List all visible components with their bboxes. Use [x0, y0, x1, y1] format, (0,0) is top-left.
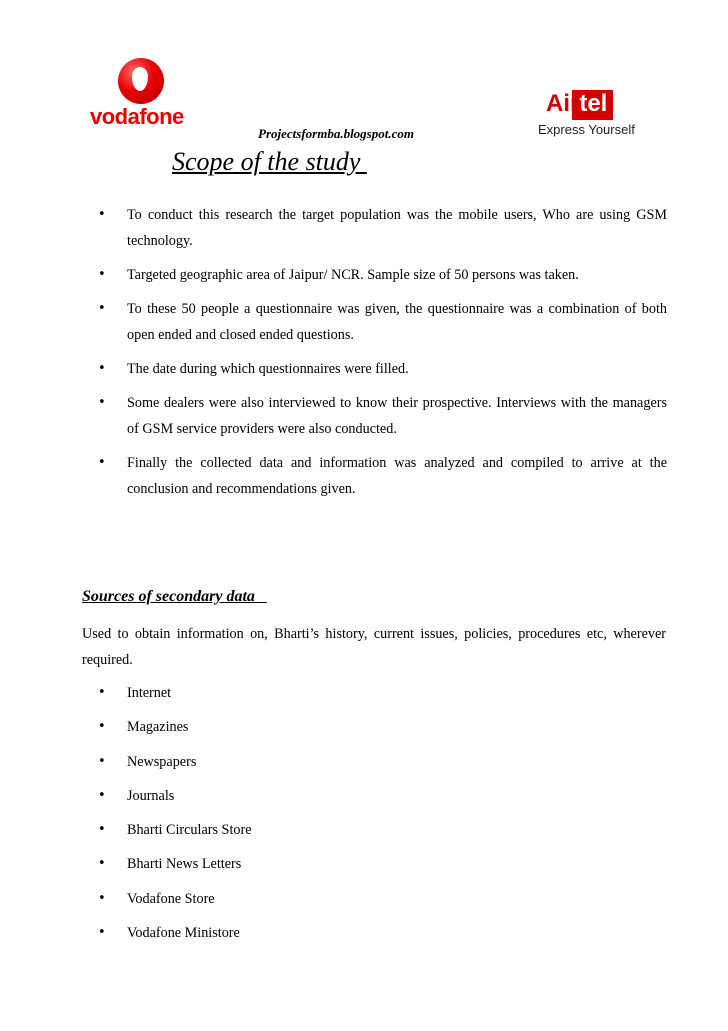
list-item: • Bharti Circulars Store [0, 817, 667, 843]
bullet-icon: • [98, 787, 106, 803]
list-item: • Journals [0, 783, 667, 809]
bullet-icon: • [98, 719, 106, 735]
bullet-icon: • [98, 925, 106, 941]
vodafone-logo [90, 58, 200, 132]
bullet-icon: • [98, 361, 106, 376]
bullet-icon: • [98, 890, 106, 906]
bullet-icon: • [98, 685, 106, 700]
list-item: • Newspapers [0, 749, 667, 775]
list-item: • Targeted geographic area of Jaipur/ NCR. Sample size of 50 persons was taken. [0, 262, 667, 288]
list-item: • The date during which questionnaires were filled. [0, 356, 667, 382]
list-item: • Bharti News Letters [0, 851, 667, 877]
secondary-intro: Used to obtain information on, Bharti’s history, current issues, policies, procedures etc, wherever required. [82, 626, 666, 668]
airtel-tagline: Express Yourself [538, 122, 635, 137]
list-item: • To these 50 people a questionnaire was given, the questionnaire was a combination of both open ended and closed ended questions. [0, 296, 667, 348]
secondary-list [0, 680, 667, 954]
list-item: • Magazines [0, 714, 667, 740]
secondary-title: Sources of secondary data [82, 588, 267, 605]
vodafone-logo-text: vodafone [90, 104, 184, 129]
website-url: Projectsformba.blogspot.com [258, 126, 414, 141]
bullet-icon: • [98, 856, 106, 872]
bullet-icon: • [98, 753, 106, 769]
airtel-logo [536, 90, 648, 140]
list-item: • Finally the collected data and information was analyzed and compiled to arrive at the conclusion and recommendations given. [0, 450, 667, 502]
airtel-logo-text: Airtel [546, 90, 608, 117]
list-item: • To conduct this research the target population was the mobile users, Who are using GSM technology. [0, 202, 667, 254]
bullet-icon: • [98, 455, 106, 470]
list-item: • Vodafone Ministore [0, 920, 667, 946]
scope-title: Scope of the study [172, 147, 367, 176]
bullet-icon: • [98, 301, 106, 316]
bullet-icon: • [98, 395, 106, 410]
list-item: • Vodafone Store [0, 886, 667, 912]
bullet-icon: • [98, 822, 106, 838]
scope-list [0, 202, 667, 502]
bullet-icon: • [98, 267, 106, 282]
list-item: • Internet [0, 680, 667, 706]
bullet-icon: • [98, 207, 106, 222]
list-item: • Some dealers were also interviewed to know their prospective. Interviews with the managers of GSM service providers were also conducted. [0, 390, 667, 442]
vodafone-speechmark-icon [118, 58, 164, 104]
